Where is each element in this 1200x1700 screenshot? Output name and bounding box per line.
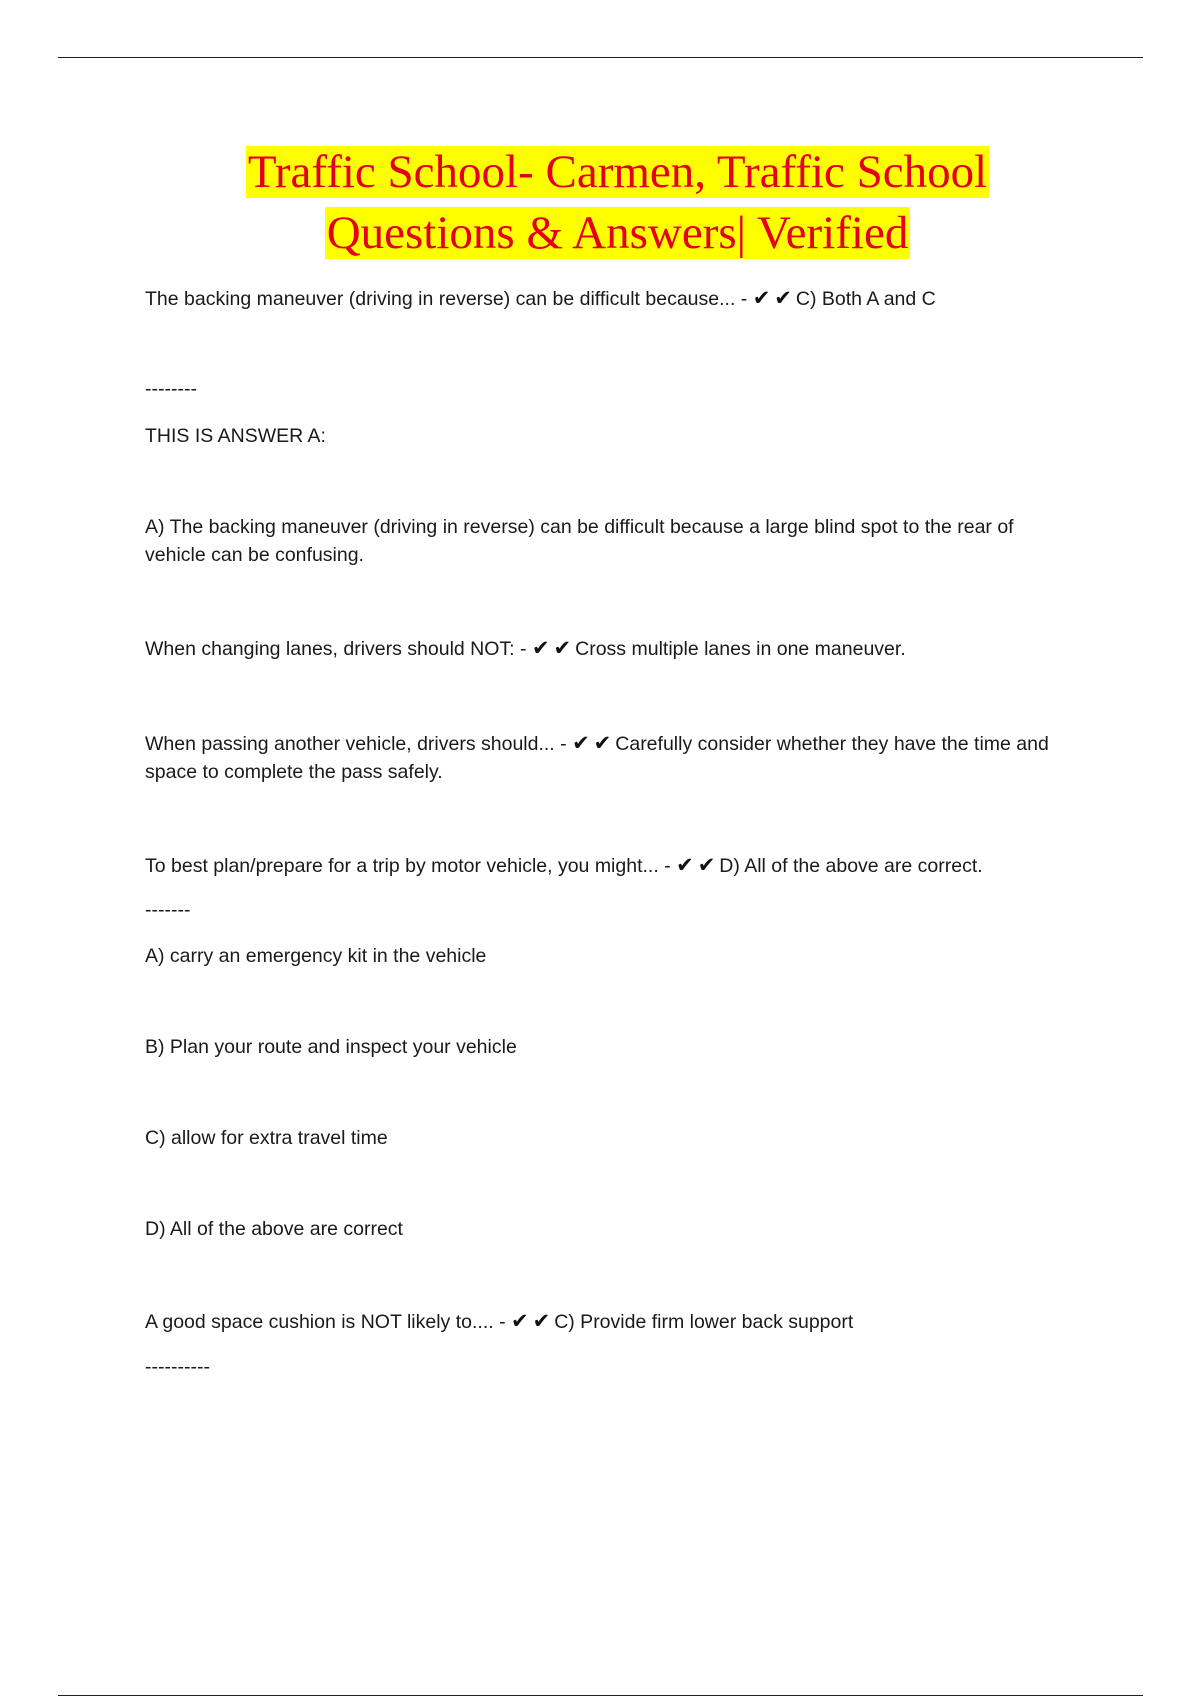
double-check-icon: ✔✔ [510,1309,555,1333]
option-c: C) allow for extra travel time [145,1127,388,1149]
double-check-icon: ✔✔ [572,731,616,755]
separator: ---------- [145,1356,210,1378]
double-check-icon: ✔✔ [676,853,720,877]
question-text: When changing lanes, drivers should NOT: - [145,638,532,660]
answer-text: C) Provide firm lower back support [554,1311,854,1333]
title-line-1: Traffic School- Carmen, Traffic School [247,146,988,198]
separator: ------- [145,899,191,921]
answer-text: D) All of the above are correct. [719,855,983,877]
double-check-icon: ✔✔ [752,286,796,310]
question-1 [145,284,1075,313]
title-line-2: Questions & Answers| Verified [326,207,909,259]
option-d: D) All of the above are correct [145,1218,403,1240]
answer-text: C) Both A and C [795,288,936,310]
question-3 [145,729,1075,786]
separator: -------- [145,378,197,400]
answer-text: Carefully consider whether they have the time and space to complete the pass safely. [145,733,1049,783]
question-5 [145,1307,1075,1336]
top-rule [58,57,1143,58]
document-title [0,142,1200,264]
question-4 [145,851,1075,880]
answer-text: Cross multiple lanes in one maneuver. [575,638,906,660]
answer-option-a: A) The backing maneuver (driving in reverse) can be difficult because a large blind spot to the rear of vehicle can be confusing. [145,516,1014,566]
question-text: When passing another vehicle, drivers should... - [145,733,573,755]
question-text: A good space cushion is NOT likely to.... - [145,1311,511,1333]
question-text: The backing maneuver (driving in reverse) can be difficult because... - [145,288,753,310]
double-check-icon: ✔✔ [531,636,576,660]
question-2 [145,634,1075,663]
answer-note: THIS IS ANSWER A: [145,425,326,447]
option-b: B) Plan your route and inspect your vehicle [145,1036,517,1058]
question-text: To best plan/prepare for a trip by motor vehicle, you might... - [145,855,677,877]
option-a: A) carry an emergency kit in the vehicle [145,945,487,967]
bottom-rule [58,1695,1143,1696]
